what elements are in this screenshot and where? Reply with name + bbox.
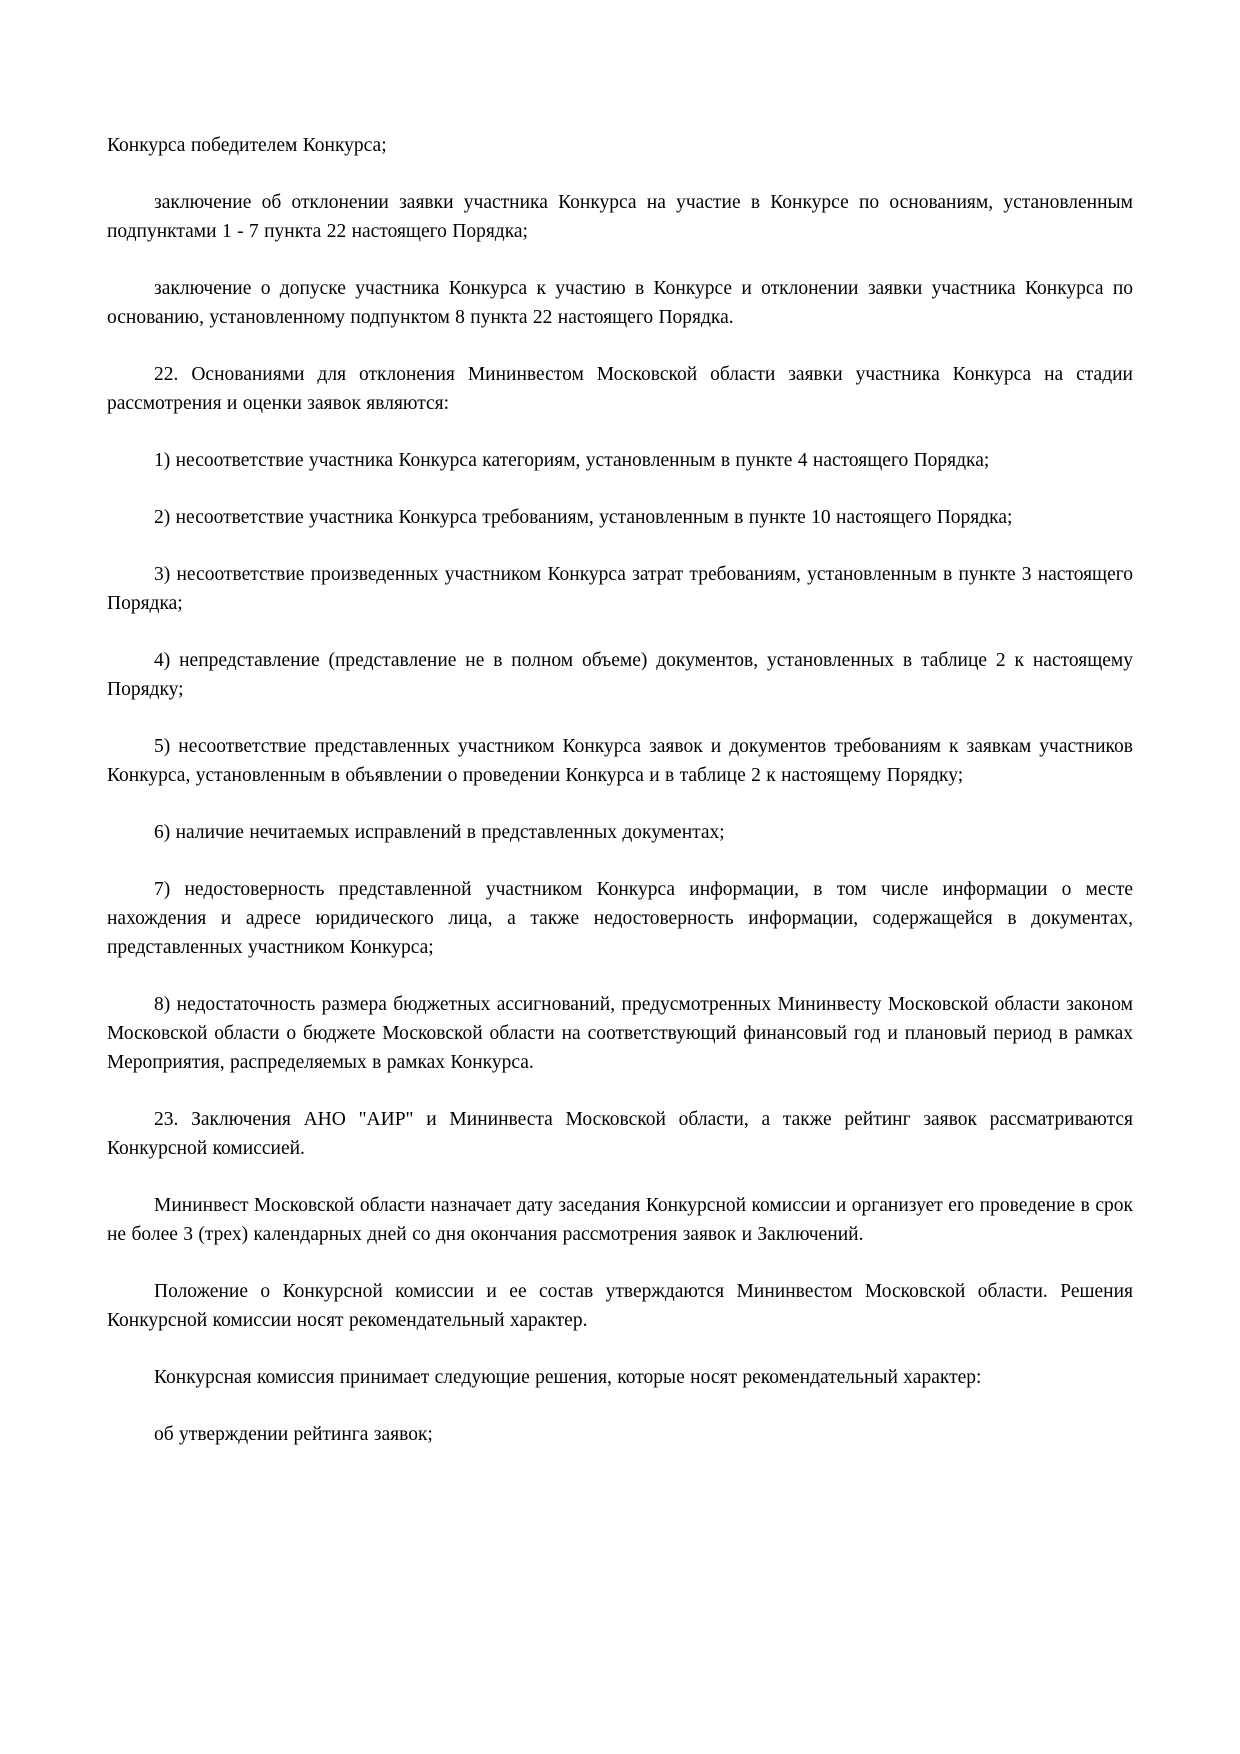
paragraph: заключение об отклонении заявки участника Конкурса на участие в Конкурсе по основаниям, установленным подпунктами 1 - 7 пункта 22 настоящего Порядка; — [107, 192, 1133, 242]
paragraph: Конкурсная комиссия принимает следующие решения, которые носят рекомендательный характер: — [154, 1367, 982, 1388]
paragraph-subclause-2: 2) несоответствие участника Конкурса требованиям, установленным в пункте 10 настоящего Порядка; — [154, 507, 1013, 528]
paragraph: Конкурса победителем Конкурса; — [107, 135, 387, 156]
paragraph: об утверждении рейтинга заявок; — [154, 1424, 433, 1445]
paragraph: Мининвест Московской области назначает дату заседания Конкурсной комиссии и организует его проведение в срок не более 3 (трех) календарных дней со дня окончания рассмотрения заявок и Заключений. — [107, 1195, 1133, 1245]
paragraph-clause-23: 23. Заключения АНО "АИР" и Мининвеста Московской области, а также рейтинг заявок рассматриваются Конкурсной комиссией. — [107, 1109, 1133, 1159]
paragraph-subclause-1: 1) несоответствие участника Конкурса категориям, установленным в пункте 4 настоящего Порядка; — [154, 450, 990, 471]
paragraph-subclause-3: 3) несоответствие произведенных участником Конкурса затрат требованиям, установленным в пункте 3 настоящего Порядка; — [107, 564, 1133, 614]
paragraph: заключение о допуске участника Конкурса к участию в Конкурсе и отклонении заявки участника Конкурса по основанию, установленному подпунктом 8 пункта 22 настоящего Порядка. — [107, 278, 1133, 328]
paragraph-subclause-8: 8) недостаточность размера бюджетных ассигнований, предусмотренных Мининвесту Московской области законом Московской области о бюджете Московской области на соответствующий финансовый год и плановый период в рамках Мероприятия, распределяемых в рамках Конкурса. — [107, 994, 1133, 1073]
paragraph-subclause-7: 7) недостоверность представленной участником Конкурса информации, в том числе информации о месте нахождения и адресе юридического лица, а также недостоверность информации, содержащейся в документах, представленных участником Конкурса; — [107, 879, 1133, 958]
paragraph-subclause-4: 4) непредставление (представление не в полном объеме) документов, установленных в таблице 2 к настоящему Порядку; — [107, 650, 1133, 700]
paragraph: Положение о Конкурсной комиссии и ее состав утверждаются Мининвестом Московской области. Решения Конкурсной комиссии носят рекомендательный характер. — [107, 1281, 1133, 1331]
paragraph-subclause-6: 6) наличие нечитаемых исправлений в представленных документах; — [154, 822, 725, 843]
paragraph-subclause-5: 5) несоответствие представленных участником Конкурса заявок и документов требованиям к заявкам участников Конкурса, установленным в объявлении о проведении Конкурса и в таблице 2 к настоящему Порядку; — [107, 736, 1133, 786]
paragraph-clause-22: 22. Основаниями для отклонения Мининвестом Московской области заявки участника Конкурса на стадии рассмотрения и оценки заявок являются: — [107, 364, 1133, 414]
